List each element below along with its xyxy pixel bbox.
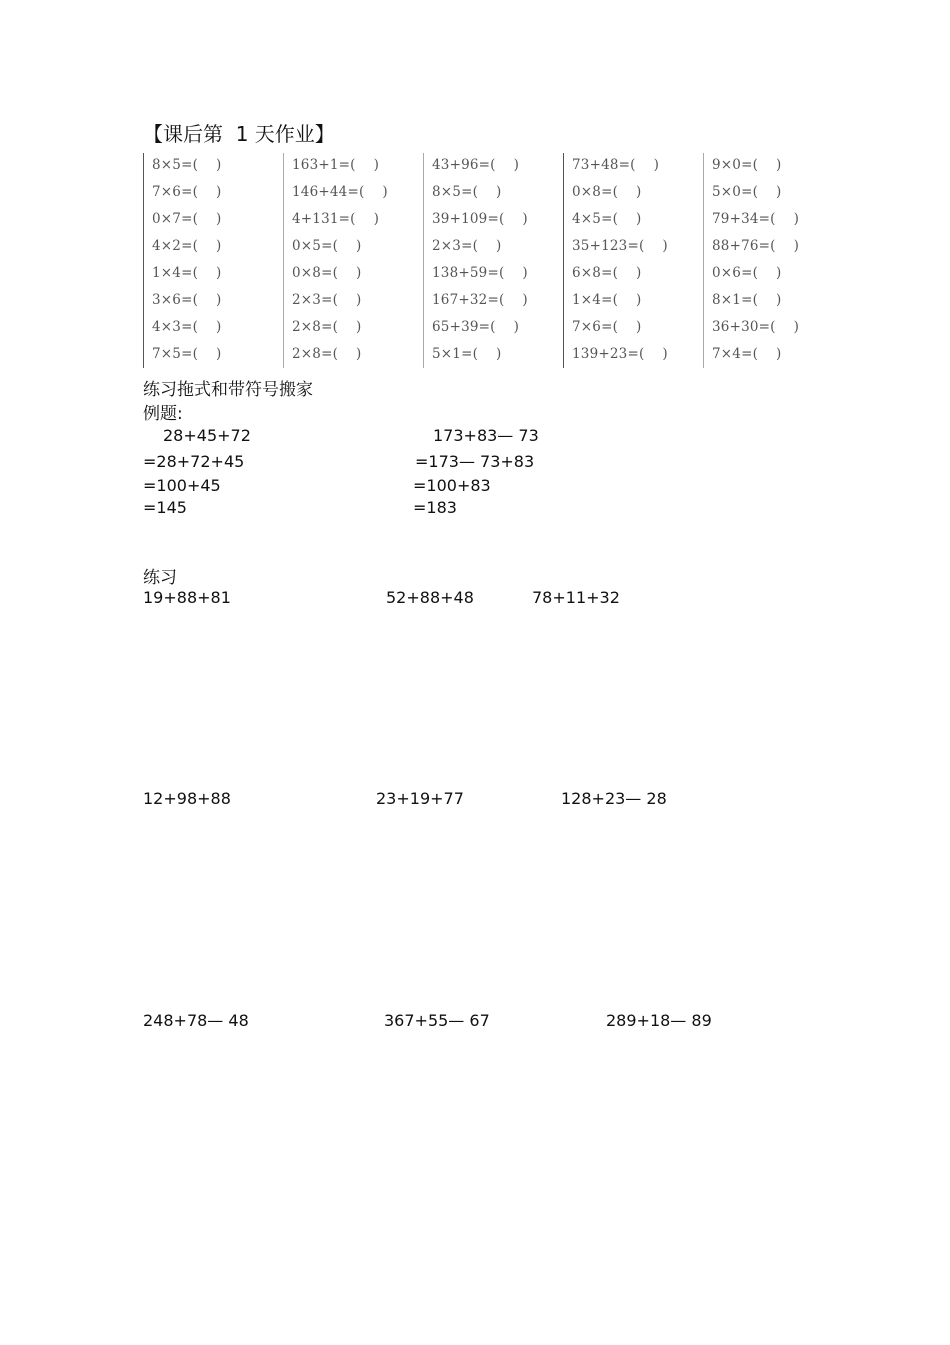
drill-cell: 6×8=( )	[572, 265, 642, 281]
page-title: 【课后第 1 天作业】	[143, 122, 335, 146]
example-left-line: =28+72+45	[143, 452, 245, 471]
drill-cell: 167+32=( )	[432, 292, 528, 308]
example-label: 例题:	[143, 404, 183, 424]
practice-problem: 19+88+81	[143, 588, 231, 607]
drill-cell: 1×4=( )	[572, 292, 642, 308]
drill-cell: 35+123=( )	[572, 238, 668, 254]
drill-cell: 9×0=( )	[712, 157, 782, 173]
practice-problem: 78+11+32	[532, 588, 620, 607]
practice-problem: 128+23— 28	[561, 789, 667, 808]
drill-column-3	[423, 153, 563, 368]
drill-cell: 5×1=( )	[432, 346, 502, 362]
drill-cell: 0×7=( )	[152, 211, 222, 227]
drill-cell: 79+34=( )	[712, 211, 800, 227]
example-left-line: =145	[143, 498, 187, 517]
drill-table	[143, 153, 803, 368]
example-right-line: 173+83— 73	[433, 426, 539, 445]
drill-cell: 4×5=( )	[572, 211, 642, 227]
drill-cell: 4+131=( )	[292, 211, 380, 227]
section-heading: 练习拖式和带符号搬家	[143, 380, 313, 400]
drill-cell: 138+59=( )	[432, 265, 528, 281]
practice-label: 练习	[143, 568, 177, 588]
drill-cell: 7×4=( )	[712, 346, 782, 362]
drill-cell: 65+39=( )	[432, 319, 520, 335]
drill-column-2	[283, 153, 423, 368]
example-right-line: =173— 73+83	[415, 452, 535, 471]
drill-cell: 3×6=( )	[152, 292, 222, 308]
practice-problem: 289+18— 89	[606, 1011, 712, 1030]
drill-cell: 2×8=( )	[292, 346, 362, 362]
drill-column-4	[563, 153, 703, 368]
drill-cell: 0×5=( )	[292, 238, 362, 254]
drill-cell: 36+30=( )	[712, 319, 800, 335]
drill-cell: 7×6=( )	[152, 184, 222, 200]
drill-column-1	[143, 153, 283, 368]
drill-cell: 0×6=( )	[712, 265, 782, 281]
drill-column-5	[703, 153, 803, 368]
example-left-line: =100+45	[143, 476, 221, 495]
drill-cell: 8×1=( )	[712, 292, 782, 308]
drill-cell: 1×4=( )	[152, 265, 222, 281]
drill-cell: 0×8=( )	[572, 184, 642, 200]
practice-problem: 248+78— 48	[143, 1011, 249, 1030]
drill-cell: 8×5=( )	[432, 184, 502, 200]
drill-cell: 2×3=( )	[292, 292, 362, 308]
practice-problem: 52+88+48	[386, 588, 474, 607]
drill-cell: 88+76=( )	[712, 238, 800, 254]
practice-problem: 367+55— 67	[384, 1011, 490, 1030]
example-left-line: 28+45+72	[163, 426, 251, 445]
drill-cell: 5×0=( )	[712, 184, 782, 200]
drill-cell: 0×8=( )	[292, 265, 362, 281]
drill-cell: 2×3=( )	[432, 238, 502, 254]
drill-cell: 39+109=( )	[432, 211, 528, 227]
drill-cell: 7×5=( )	[152, 346, 222, 362]
drill-cell: 4×2=( )	[152, 238, 222, 254]
drill-cell: 139+23=( )	[572, 346, 668, 362]
example-right-line: =183	[413, 498, 457, 517]
drill-cell: 163+1=( )	[292, 157, 380, 173]
practice-problem: 23+19+77	[376, 789, 464, 808]
drill-cell: 146+44=( )	[292, 184, 388, 200]
drill-cell: 7×6=( )	[572, 319, 642, 335]
drill-cell: 8×5=( )	[152, 157, 222, 173]
drill-cell: 73+48=( )	[572, 157, 660, 173]
drill-cell: 2×8=( )	[292, 319, 362, 335]
example-right-line: =100+83	[413, 476, 491, 495]
drill-cell: 4×3=( )	[152, 319, 222, 335]
practice-problem: 12+98+88	[143, 789, 231, 808]
drill-cell: 43+96=( )	[432, 157, 520, 173]
